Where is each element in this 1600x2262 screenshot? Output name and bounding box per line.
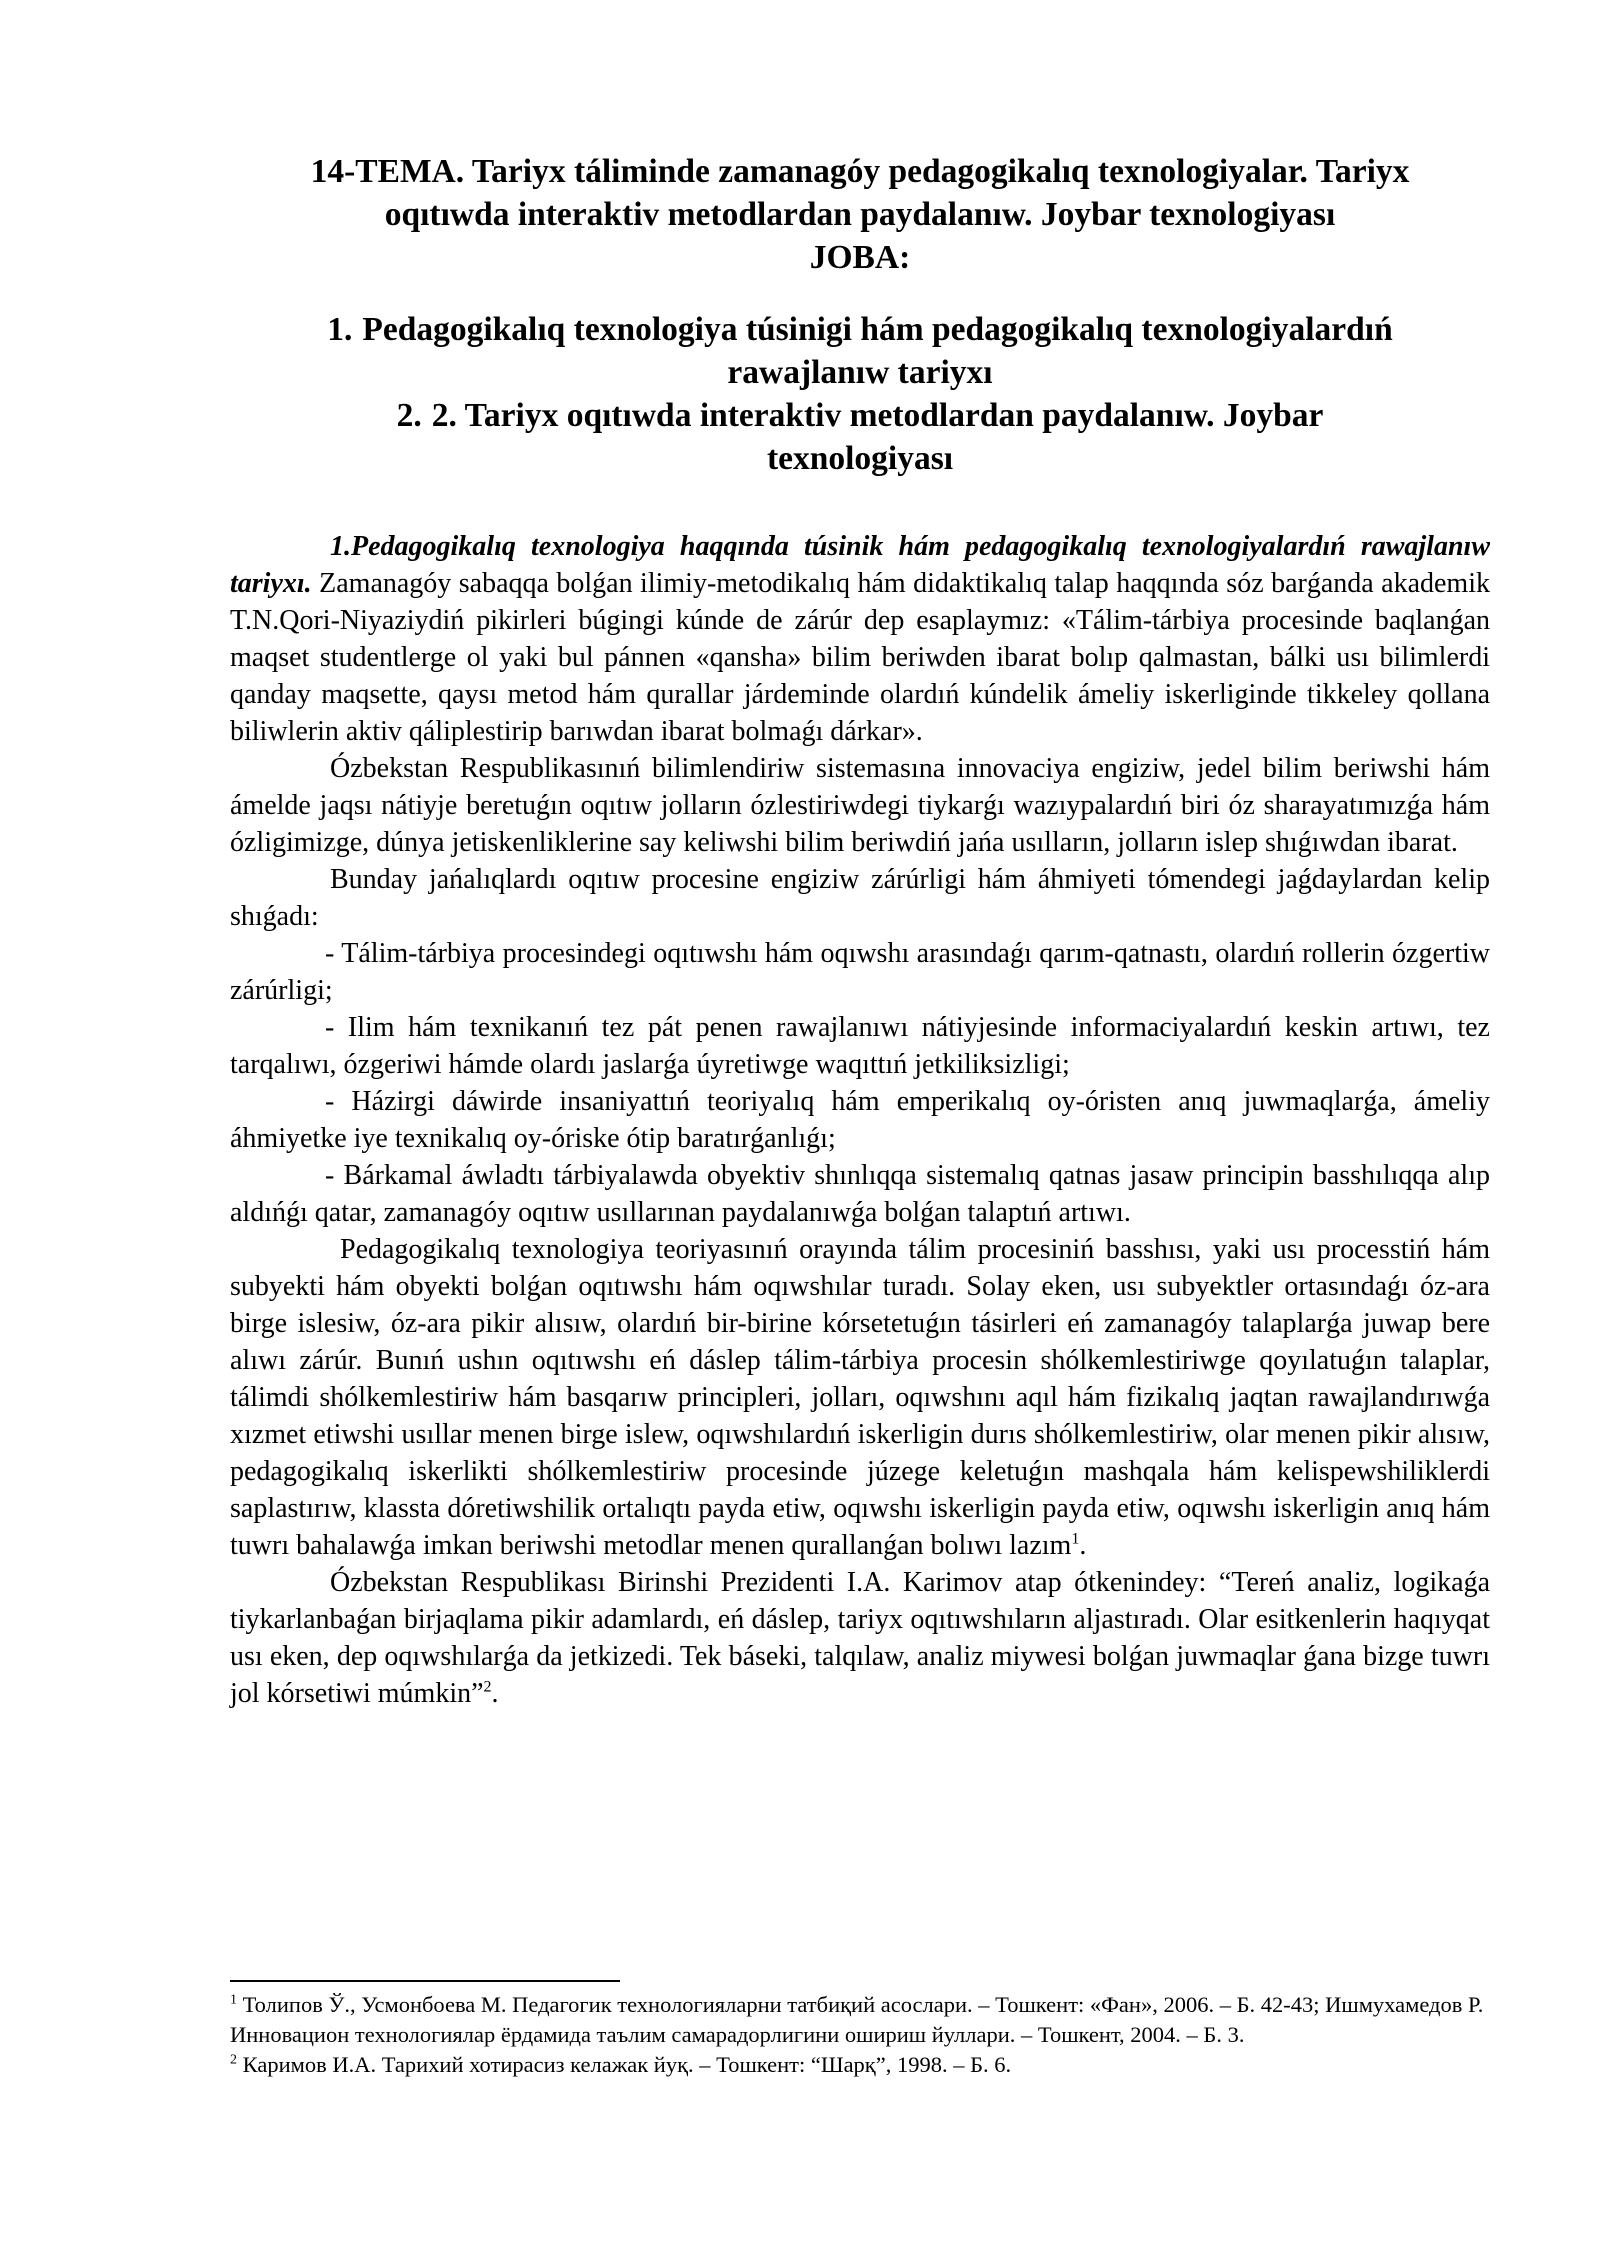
plan-item [230, 394, 1490, 480]
dash-item: - Bárkamal áwladtı tárbiyalawda obyektiv shınlıqqa sistemalıq qatnas jasaw principin basshılıqqa alıp aldıńǵı qatar, zamanagóy oqıtıw usıllarınan paydalanıwǵa bolǵan talaptıń artıwı. [230, 1160, 1490, 1228]
paragraph-end: . [1079, 1530, 1087, 1561]
dash-item: - Ilim hám texnikanıń tez pát penen rawajlanıwı nátiyjesinde informaciyalardıń keskin artıwı, tez tarqalıwı, ózgeriwi hámde olardı jaslarǵa úyretiwge waqıttıń jetkiliksizligi; [230, 1012, 1490, 1080]
title-line: 14-TEMA. Tariyx táliminde zamanagóy pedagogikalıq texnologiyalar. Tariyx [310, 153, 1410, 190]
plan-item [230, 308, 1490, 394]
dash-item: - Házirgi dáwirde insaniyattıń teoriyalıq hám emperikalıq oy-óristen anıq juwmaqlarǵa, ámeliy áhmiyetke iye texnikalıq oy-óriske ótip baratırǵanlıǵı; [230, 1086, 1490, 1154]
footnote [230, 1990, 1490, 2050]
footnote-number: 2 [230, 2052, 237, 2068]
paragraph: Ózbekstan Respublikasınıń bilimlendiriw sistemasına innovaciya engiziw, jedel bilim beriwshi hám ámelde jaqsı nátiyje beretuǵın oqıtıw jolların ózlestiriwdegi tiykarǵı wazıypalardıń biri óz sharayatımızǵa hám ózligimizge, dúnya jetiskenliklerine say keliwshi bilim beriwdiń jańa usılların, jolların islep shıǵıwdan ibarat. [230, 753, 1490, 858]
plan-item-text: 2. Tariyx oqıtıwda interaktiv metodlardan paydalanıw. Joybar [431, 397, 1324, 434]
footnote-reference[interactable]: 2 [483, 1678, 492, 1696]
title-line: oqıtıwda interaktiv metodlardan paydalanıw. Joybar texnologiyası [384, 196, 1336, 233]
footnote-number: 1 [230, 1992, 237, 2008]
plan-list [230, 308, 1490, 480]
section-heading: 1.Pedagogikalıq texnologiya haqqında túsinik hám pedagogikalıq texnologiyalardıń rawajlanıw tariyxı. [230, 531, 1490, 599]
footnote [230, 2050, 1490, 2080]
paragraph [230, 528, 1490, 750]
paragraph-text: Pedagogikalıq texnologiya teoriyasınıń orayında tálim procesiniń basshısı, yaki usı processtiń hám subyekti hám obyekti bolǵan oqıtıwshı hám oqıwshılar turadı. Solay eken, usı subyektler ortasındaǵı óz-ara birge islesiw, óz-ara pikir alısıw, olardıń bir-birine kórsetetuǵın tásirleri eń zamanagóy talaplarǵa juwap bere alıwı zárúr. Bunıń ushın oqıtıwshı eń dáslep tálim-tárbiya procesin shólkemlestiriwge qoyılatuǵın talaplar, tálimdi shólkemlestiriw hám basqarıw principleri, jolları, oqıwshını aqıl hám fizikalıq jaqtan rawajlandırıwǵa xızmet etiwshi usıllar menen birge islew, oqıwshılardıń iskerligin durıs shólkemlestiriw, olar menen pikir alısıw, pedagogikalıq iskerlikti shólkemlestiriw procesinde júzege keletuǵın mashqala hám kelispewshiliklerdi saplastırıw, klassta dóretiwshilik ortalıqtı payda etiw, oqıwshı iskerligin payda etiw, oqıwshı iskerligin anıq hám tuwrı bahalawǵa imkan beriwshi metodlar menen qurallanǵan bolıwı lazım [230, 1234, 1490, 1561]
dash-item: - Tálim-tárbiya procesindegi oqıtıwshı hám oqıwshı arasındaǵı qarım-qatnastı, olardıń rollerin ózgertiw zárúrligi; [230, 938, 1490, 1006]
document-body [230, 528, 1490, 1712]
footnote-divider [230, 1980, 620, 1982]
footnote-text: Толипов Ў., Усмонбоева М. Педагогик технологияларни татбиқий асослари. – Тошкент: «Фан», 2006. – Б. 42-43; Ишмухамедов Р. Инновацион технологиялар ёрдамида таълим самарадорлигини ошириш йуллари. – Тошкент, 2004. – Б. 3. [230, 1992, 1484, 2047]
paragraph [230, 1231, 1490, 1564]
plan-heading: JOBA: [809, 239, 911, 276]
plan-item-text: rawajlanıw tariyxı [727, 354, 993, 391]
footnotes [230, 1990, 1490, 2080]
paragraph-text: Zamanagóy sabaqqa bolǵan ilimiy-metodikalıq hám didaktikalıq talap haqqında sóz barǵanda akademik T.N.Qori-Niyaziydiń pikirleri búgingi kúnde de zárúr dep esaplaymız: «Tálim-tárbiya procesinde baqlanǵan maqset studentlerge ol yaki bul pánnen «qansha» bilim beriwden ibarat bolıp qalmastan, bálki usı bilimlerdi qanday maqsette, qaysı metod hám qurallar járdeminde olardıń kúndelik ámeliy iskerliginde tikkeley qollana biliwlerin aktiv qáliplestirip barıwdan ibarat bolmaǵı dárkar». [230, 568, 1490, 747]
plan-item-number: 2. [396, 397, 422, 434]
plan-item-line [230, 394, 1490, 437]
paragraph-text: Ózbekstan Respublikası Birinshi Prezidenti I.A. Karimov atap ótkenindey: “Tereń analiz, logikaǵa tiykarlanbaǵan birjaqlama pikir adamlardı, eń dáslep, tariyx oqıtıwshıların aljastıradı. Olar esitkenlerin haqıyqat usı eken, dep oqıwshılarǵa da jetkizedi. Tek báseki, talqılaw, analiz miywesi bolǵan juwmaqlar ǵana bizge tuwrı jol kórsetiwi múmkin” [230, 1567, 1490, 1709]
footnote-reference[interactable]: 1 [1071, 1530, 1080, 1548]
plan-item-number: 1. [327, 311, 353, 348]
paragraph [230, 1564, 1490, 1712]
footnote-text: Каримов И.А. Тарихий хотирасиз келажак йуқ. – Тошкент: “Шарқ”, 1998. – Б. 6. [237, 2052, 1012, 2077]
plan-item-text: Pedagogikalıq texnologiya túsinigi hám pedagogikalıq texnologiyalardıń [362, 311, 1393, 348]
paragraph-end: . [491, 1678, 499, 1709]
document-title [230, 150, 1490, 279]
plan-item-line [230, 308, 1490, 351]
paragraph: Bunday jańalıqlardı oqıtıw procesine engiziw zárúrligi hám áhmiyeti tómendegi jaǵdaylardan kelip shıǵadı: [230, 864, 1490, 932]
plan-item-text: texnologiyası [766, 440, 954, 477]
